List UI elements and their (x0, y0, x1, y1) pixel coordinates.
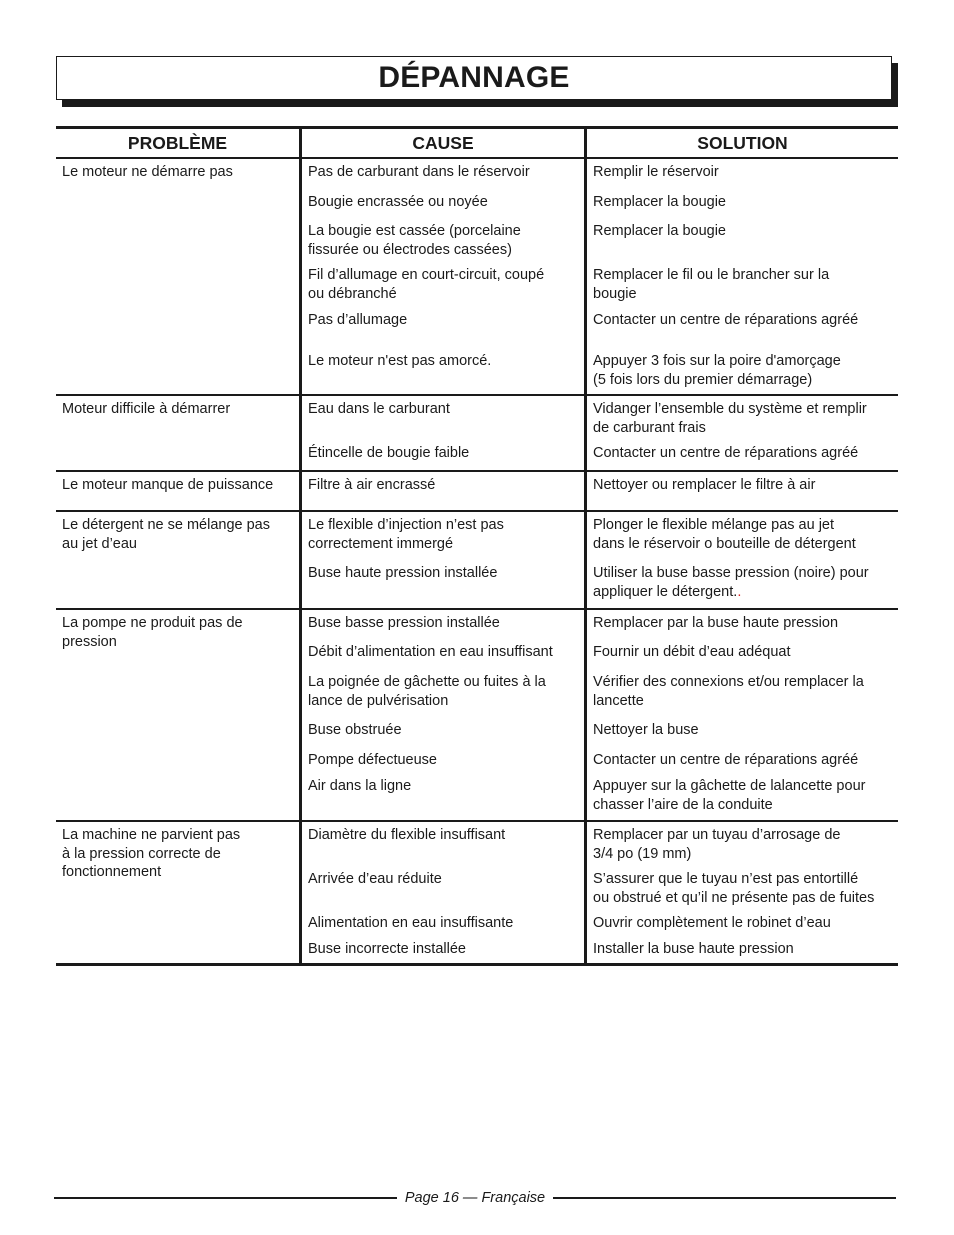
solution-cell: Remplacer la bougie (593, 194, 726, 210)
footer-rule-right (553, 1197, 896, 1199)
cause-cell: Eau dans le carburant (308, 401, 450, 417)
cause-cell: La bougie est cassée (porcelaine fissurée ou électrodes cassées) (308, 223, 521, 258)
solution-cell: Remplacer par la buse haute pression (593, 615, 839, 631)
problem-cell: La machine ne parvient pas à la pression correcte de fonctionnement (62, 827, 241, 880)
cause-cell: La poignée de gâchette ou fuites à la lance de pulvérisation (308, 674, 546, 709)
cause-cell: Étincelle de bougie faible (308, 445, 470, 461)
solution-cell: Nettoyer ou remplacer le filtre à air (593, 477, 816, 493)
problem-cell: La pompe ne produit pas de pression (62, 615, 243, 650)
cause-cell: Buse incorrecte installée (308, 941, 466, 957)
solution-cell: Plonger le flexible mélange pas au jet dans le réservoir o bouteille de détergent (593, 517, 856, 552)
table-group (56, 472, 898, 512)
cause-cell: Arrivée d’eau réduite (308, 871, 442, 887)
table-group (56, 610, 898, 822)
solution-cell: Remplir le réservoir (593, 164, 719, 180)
cause-cell: Le flexible d’injection n’est pas correctement immergé (308, 517, 504, 552)
solution-cell: Ouvrir complètement le robinet d’eau (593, 915, 831, 931)
cause-cell: Débit d’alimentation en eau insuffisant (308, 644, 553, 660)
header-cause: CAUSE (299, 129, 584, 157)
table-group (56, 396, 898, 472)
cause-cell: Buse haute pression installée (308, 565, 498, 581)
table-header (56, 126, 898, 159)
troubleshooting-table (56, 126, 898, 966)
solution-cell: Vidanger l’ensemble du système et remplir de carburant frais (593, 401, 867, 436)
title-banner (56, 56, 892, 100)
cause-cell: Buse basse pression installée (308, 615, 500, 631)
solution-cell: Contacter un centre de réparations agréé (593, 312, 859, 328)
solution-cell: S’assurer que le tuyau n’est pas entortillé ou obstrué et qu’il ne présente pas de fuites (593, 871, 875, 906)
problem-cell: Le moteur ne démarre pas (62, 164, 233, 180)
page-number: Page 16 — Française (404, 1190, 546, 1206)
cause-cell: Alimentation en eau insuffisante (308, 915, 514, 931)
cause-cell: Bougie encrassée ou noyée (308, 194, 488, 210)
solution-cell: Appuyer sur la gâchette de lalancette pour chasser l’aire de la conduite (593, 778, 866, 813)
header-problem: PROBLÈME (127, 132, 228, 153)
solution-cell: Contacter un centre de réparations agréé (593, 445, 859, 461)
solution-cell: Installer la buse haute pression (593, 941, 794, 957)
table-group (56, 159, 898, 396)
table-group (56, 822, 898, 966)
cause-cell: Filtre à air encrassé (308, 477, 436, 493)
cause-cell: Pas d’allumage (308, 312, 408, 328)
problem-cell: Le détergent ne se mélange pas au jet d’eau (62, 517, 270, 552)
cause-cell: Fil d’allumage en court-circuit, coupé ou débranché (308, 267, 545, 302)
solution-cell: Nettoyer la buse (593, 722, 699, 738)
table-group (56, 512, 898, 610)
solution-cell: Remplacer par un tuyau d’arrosage de 3/4 po (19 mm) (593, 827, 841, 862)
header-solution: SOLUTION (584, 129, 898, 157)
footer-rule-left (54, 1197, 397, 1199)
cause-cell: Le moteur n'est pas amorcé. (308, 353, 492, 369)
solution-cell: Utiliser la buse basse pression (noire) pour appliquer le détergent.. (593, 565, 869, 600)
cause-cell: Air dans la ligne (308, 778, 412, 794)
cause-cell: Pas de carburant dans le réservoir (308, 164, 530, 180)
cause-cell: Diamètre du flexible insuffisant (308, 827, 506, 843)
page-footer (54, 1189, 896, 1207)
cause-cell: Buse obstruée (308, 722, 402, 738)
solution-cell: Remplacer le fil ou le brancher sur la bougie (593, 267, 830, 302)
solution-cell: Vérifier des connexions et/ou remplacer la lancette (593, 674, 864, 709)
red-period: . (737, 583, 742, 600)
solution-cell: Contacter un centre de réparations agréé (593, 752, 859, 768)
solution-cell: Remplacer la bougie (593, 223, 726, 239)
solution-cell: Appuyer 3 fois sur la poire d'amorçage (5 fois lors du premier démarrage) (593, 353, 841, 388)
solution-cell: Fournir un débit d’eau adéquat (593, 644, 791, 660)
problem-cell: Le moteur manque de puissance (62, 477, 274, 493)
cause-cell: Pompe défectueuse (308, 752, 437, 768)
page-title: DÉPANNAGE (378, 61, 570, 94)
problem-cell: Moteur difficile à démarrer (62, 401, 231, 417)
